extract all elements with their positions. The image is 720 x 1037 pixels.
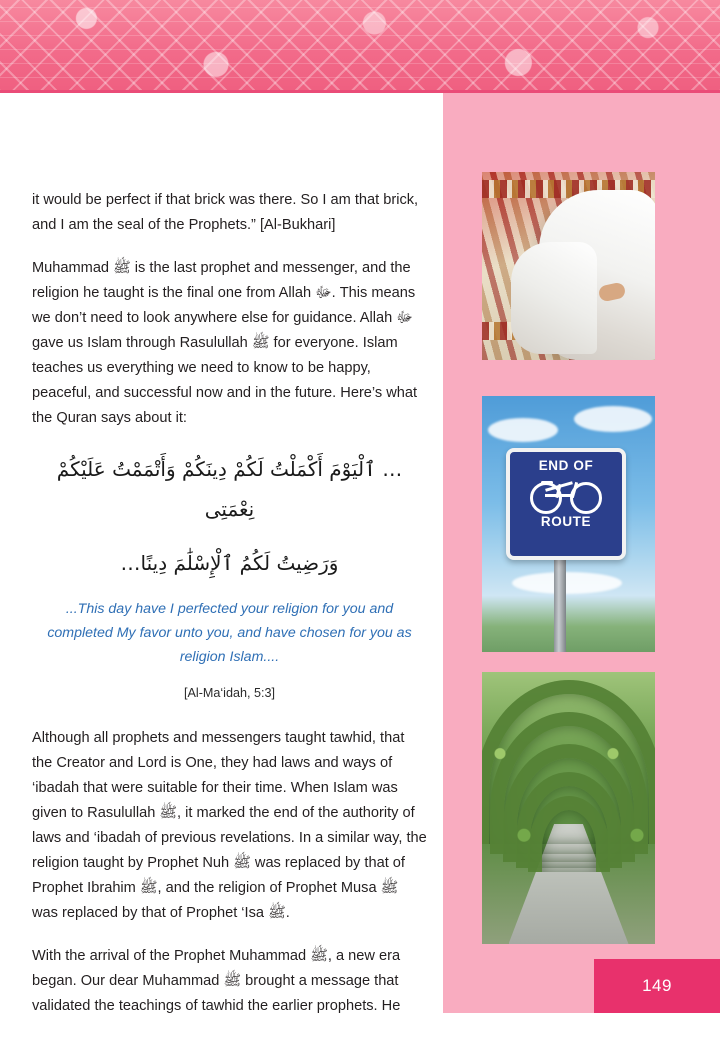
paragraph-3: Although all prophets and messengers taught tawhid, that the Creator and Lord is One, they had laws and ways of ‘ibadah that were suitable for their time. When Islam was given to Rasulullah ﷺ, it marked the end of the authority of laws and ‘ibadah of previous revelations. In a similar way, the religion taught by Prophet Nuh ﷺ was replaced by that of Prophet Ibrahim ﷺ, and the religion of Prophet Musa ﷺ was replaced by that of Prophet ‘Isa ﷺ.: [32, 730, 427, 921]
cloud-1: [488, 418, 558, 442]
bicycle-icon: [529, 476, 603, 512]
paragraph-1: it would be perfect if that brick was there. So I am that brick, and I am the seal of the Prophets.” [Al-Bukhari]: [32, 192, 419, 233]
foliage-left: [482, 672, 542, 944]
text-column: [0, 93, 443, 1013]
photo-praying-on-rug: [482, 172, 655, 360]
body-text: [32, 188, 427, 1037]
photo-garden-archway: [482, 672, 655, 944]
photo-end-of-route-sign: [482, 396, 655, 652]
verse-translation: ...This day have I perfected your religion for you and completed My favor unto you, and have chosen for you as religion Islam....: [47, 601, 412, 665]
arabic-verse-line-2: وَرَضِيتُ لَكُمُ ٱلْإِسْلَٰمَ دِينًا…: [120, 551, 339, 575]
decorative-header-band: [0, 0, 720, 92]
foliage-right: [595, 672, 655, 944]
person-figure-2: [511, 242, 597, 354]
paragraph-2: Muhammad ﷺ is the last prophet and messenger, and the religion he taught is the final one from Allah ﷻ. This means we don’t need to look anywhere else for guidance. Allah ﷻ gave us Islam through Rasulullah ﷺ for everyone. Islam teaches us everything we need to know to be happy, peaceful, and successful now and in the future. Here’s what the Quran says about it:: [32, 260, 418, 426]
paragraph-4: With the arrival of the Prophet Muhammad ﷺ, a new era began. Our dear Muhammad ﷺ brought a message that validated the teachings of tawhid the earlier prophets. He: [32, 948, 401, 1014]
page-number: [594, 959, 720, 1013]
sign-text-line-1: END OF: [538, 458, 594, 473]
sign-post: [554, 546, 566, 652]
arabic-verse-line-1: … ٱلْيَوْمَ أَكْمَلْتُ لَكُمْ دِينَكُمْ وَأَتْمَمْتُ عَلَيْكُمْ نِعْمَتِى: [56, 457, 403, 521]
page-number-value: 149: [642, 976, 672, 995]
sign-text-line-2: ROUTE: [540, 514, 592, 529]
verse-reference: [Al-Ma‘idah, 5:3]: [184, 686, 275, 700]
cloud-3: [512, 572, 622, 594]
road-sign: [506, 448, 626, 560]
cloud-2: [574, 406, 652, 432]
